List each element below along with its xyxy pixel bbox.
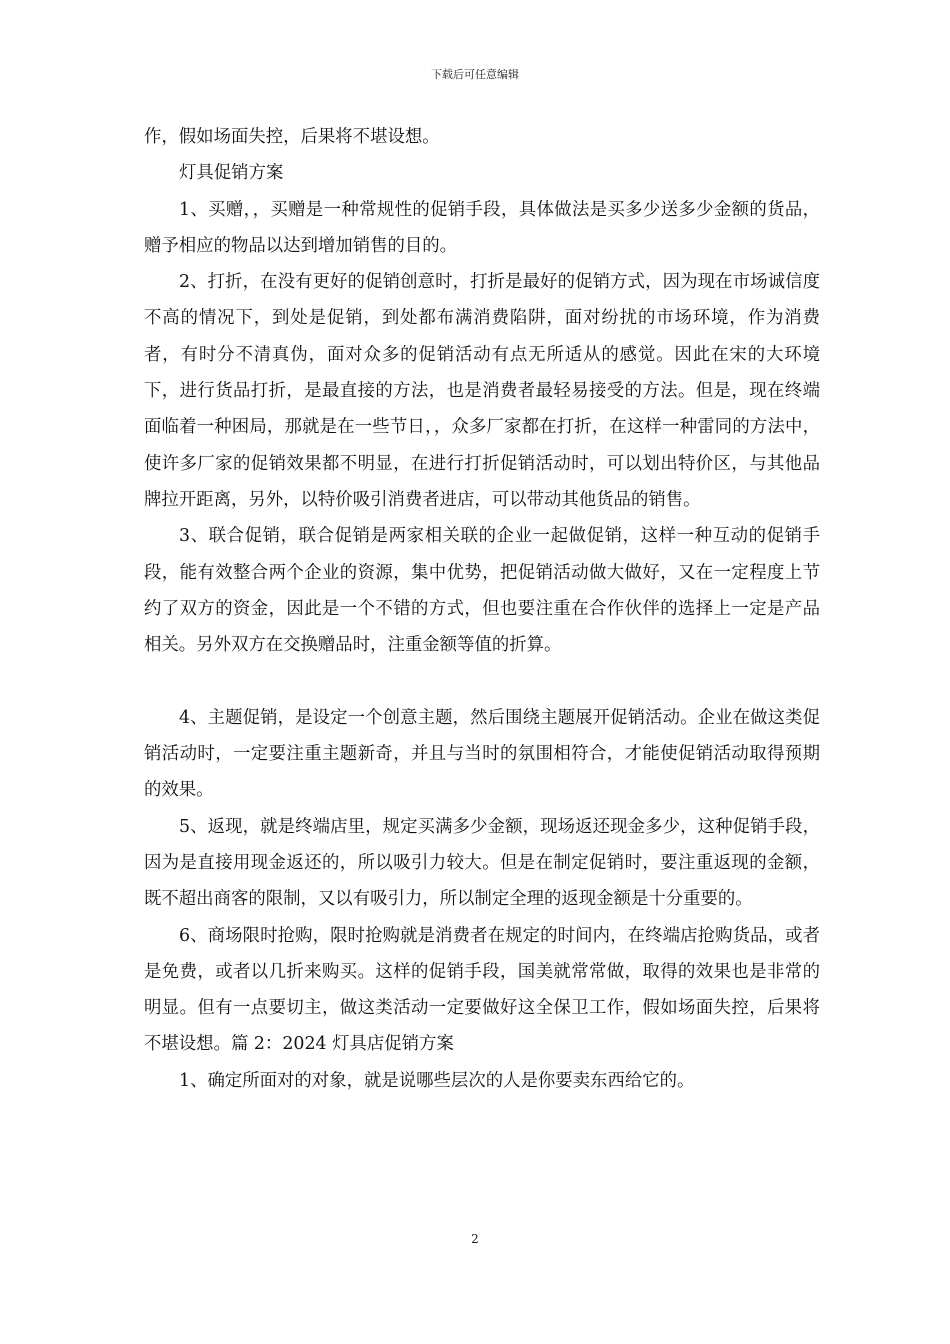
paragraph-item-6: 6、商场限时抢购，限时抢购就是消费者在规定的时间内，在终端店抢购货品，或者是免费，或者以几折来购买。这样的促销手段，国美就常常做，取得的效果也是非常的明显。但有一点要切主，做这类活动一定要做好这全保卫工作，假如场面失控，后果将不堪设想。篇 2：2024 灯具店促销方案 bbox=[144, 925, 820, 1055]
paragraph-item-5: 5、返现，就是终端店里，规定买满多少金额，现场返还现金多少，这种促销手段，因为是直接用现金返还的，所以吸引力较大。但是在制定促销时，要注重返现的金额，既不超出商客的限制，又以有吸引力，所以制定全理的返现金额是十分重要的。 bbox=[144, 816, 820, 910]
blank-line bbox=[144, 663, 820, 699]
document-body bbox=[144, 119, 820, 1099]
paragraph-item-3: 3、联合促销，联合促销是两家相关联的企业一起做促销，这样一种互动的促销手段，能有效整合两个企业的资源，集中优势，把促销活动做大做好，又在一定程度上节约了双方的资金，因此是一个不错的方式，但也要注重在合作伙伴的选择上一定是产品相关。另外双方在交换赠品时，注重金额等值的折算。 bbox=[144, 526, 820, 656]
page-number: 2 bbox=[471, 1232, 479, 1246]
paragraph-item-1: 1、买赠，，买赠是一种常规性的促销手段，具体做法是买多少送多少金额的货品，赠予相应的物品以达到增加销售的目的。 bbox=[144, 199, 820, 256]
paragraph-continuation: 作，假如场面失控，后果将不堪设想。 bbox=[144, 127, 440, 147]
section-title: 灯具促销方案 bbox=[179, 163, 284, 184]
paragraph-item-4: 4、主题促销，是设定一个创意主题，然后围绕主题展开促销活动。企业在做这类促销活动时，一定要注重主题新奇，并且与当时的氛围相符合，才能使促销活动取得预期的效果。 bbox=[144, 707, 820, 801]
page-header: 下载后可任意编辑 bbox=[431, 68, 519, 81]
paragraph-next-section-item-1: 1、确定所面对的对象，就是说哪些层次的人是你要卖东西给它的。 bbox=[179, 1070, 695, 1091]
paragraph-item-2: 2、打折，在没有更好的促销创意时，打折是最好的促销方式，因为现在市场诚信度不高的情况下，到处是促销，到处都布满消费陷阱，面对纷扰的市场环境，作为消费者，有时分不清真伪，面对众多的促销活动有点无所适从的感觉。因此在宋的大环境下，进行货品打折，是最直接的方法，也是消费者最轻易接受的方法。但是，现在终端面临着一种困局，那就是在一些节日，，众多厂家都在打折，在这样一种雷同的方法中，使许多厂家的促销效果都不明显，在进行打折促销活动时，可以划出特价区，与其他品牌拉开距离，另外，以特价吸引消费者进店，可以带动其他货品的销售。 bbox=[144, 272, 820, 510]
